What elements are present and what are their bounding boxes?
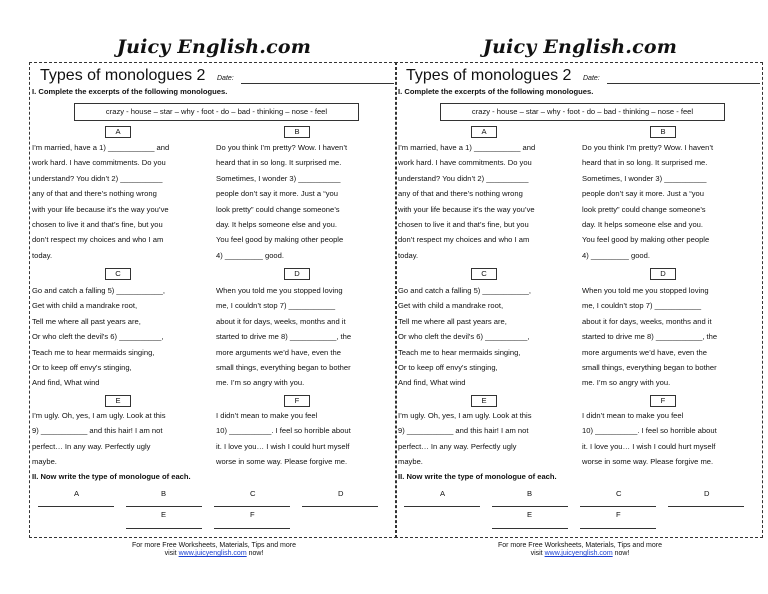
excerpt-a <box>398 140 535 263</box>
answer-line-d[interactable] <box>302 506 378 507</box>
brand-logo: Juicy English.com <box>116 36 312 58</box>
section-label-b: B <box>284 126 310 138</box>
worksheet-title: Types of monologues 2 <box>40 67 206 84</box>
answer-label-e: E <box>527 510 533 519</box>
excerpt-line: small things, everything began to bother <box>582 363 717 373</box>
excerpt-line: Do you think I’m pretty? Wow. I haven’t <box>216 143 348 152</box>
excerpt-c <box>32 283 165 391</box>
excerpt-line: heard that in so long. It surprised me. <box>216 158 342 168</box>
section-label-b: B <box>650 126 676 138</box>
excerpt-line: Teach me to hear mermaids singing, <box>32 347 155 357</box>
answer-label-a: A <box>74 489 80 498</box>
excerpt-line: perfect… In any way. Perfectly ugly <box>398 441 517 451</box>
excerpt-e <box>32 408 166 470</box>
section-label-c: C <box>471 268 497 280</box>
answer-label-f: F <box>250 510 255 519</box>
answer-line-f[interactable] <box>214 528 290 529</box>
excerpt-line: You feel good by making other people <box>582 235 710 245</box>
excerpt-a <box>32 140 169 263</box>
excerpt-line: any of that and there’s nothing wrong <box>398 189 523 199</box>
answer-label-c: C <box>616 489 622 498</box>
excerpt-line: Sometimes, I wonder 3) __________ <box>216 173 341 183</box>
excerpt-line: day. It helps someone else and you. <box>582 220 704 230</box>
excerpt-b <box>582 140 713 263</box>
excerpt-line: understand? You didn’t 2) __________ <box>32 173 163 183</box>
excerpt-line: understand? You didn’t 2) __________ <box>398 173 529 183</box>
excerpt-line: more arguments we’d have, even the <box>216 347 341 357</box>
instruction-1: I. Complete the excerpts of the following monologues. <box>398 87 594 96</box>
answer-label-f: F <box>616 510 621 519</box>
footer-visit: visit <box>164 550 177 557</box>
section-label-a: A <box>105 126 131 138</box>
excerpt-line: Or to keep off envy's stinging, <box>32 363 132 373</box>
excerpt-line: Or to keep off envy's stinging, <box>398 363 498 373</box>
excerpt-line: 10) __________. I feel so horrible about <box>582 426 717 436</box>
worksheet-copy-right <box>395 0 765 594</box>
worksheet-title: Types of monologues 2 <box>406 67 572 84</box>
worksheet-copy-left <box>29 0 399 594</box>
answer-line-e[interactable] <box>126 528 202 529</box>
excerpt-line: 9) ___________ and this hair! I am not <box>32 426 163 436</box>
excerpt-f <box>216 408 351 470</box>
date-field[interactable] <box>241 83 394 84</box>
excerpt-line: Tell me where all past years are, <box>32 316 141 326</box>
footer <box>395 542 765 558</box>
excerpt-line: people don’t say it more. Just a “you <box>582 189 704 199</box>
excerpt-line: worse in some way. Please forgive me. <box>216 457 348 467</box>
excerpt-line: Get with child a mandrake root, <box>32 301 138 311</box>
answer-line-a[interactable] <box>38 506 114 507</box>
section-label-a: A <box>471 126 497 138</box>
excerpt-line: And find, What wind <box>32 378 100 388</box>
excerpt-line: more arguments we’d have, even the <box>582 347 707 357</box>
excerpt-line: work hard. I have commitments. Do you <box>398 158 532 168</box>
excerpt-line: heard that in so long. It surprised me. <box>582 158 708 168</box>
answer-label-c: C <box>250 489 256 498</box>
excerpt-line: today. <box>32 250 53 260</box>
excerpt-d <box>216 283 351 391</box>
excerpt-line: chosen to live it and that’s fine, but you <box>398 220 529 230</box>
answer-label-b: B <box>527 489 533 498</box>
date-field[interactable] <box>607 83 760 84</box>
excerpt-line: I didn’t mean to make you feel <box>216 411 318 420</box>
excerpt-line: 4) _________ good. <box>216 250 284 260</box>
excerpt-c <box>398 283 531 391</box>
excerpt-line: me. I’m so angry with you. <box>216 378 305 388</box>
date-label: Date: <box>217 75 234 82</box>
excerpt-line: any of that and there’s nothing wrong <box>32 189 157 199</box>
footer-now: now! <box>248 550 264 557</box>
answer-label-b: B <box>161 489 167 498</box>
excerpt-line: today. <box>398 250 419 260</box>
footer-now: now! <box>614 550 630 557</box>
answer-label-d: D <box>338 489 344 498</box>
brand-logo: Juicy English.com <box>482 36 678 58</box>
answer-line-b[interactable] <box>126 506 202 507</box>
excerpt-line: Teach me to hear mermaids singing, <box>398 347 521 357</box>
section-label-f: F <box>650 395 676 407</box>
date-label: Date: <box>583 75 600 82</box>
excerpt-line: I’m married, have a 1) ___________ and <box>398 143 536 152</box>
excerpt-line: I’m ugly. Oh, yes, I am ugly. Look at this <box>32 411 166 420</box>
excerpt-line: I didn’t mean to make you feel <box>582 411 684 420</box>
section-label-e: E <box>471 395 497 407</box>
excerpt-d <box>582 283 717 391</box>
excerpt-line: look pretty” could change someone’s <box>582 204 706 214</box>
answer-line-b[interactable] <box>492 506 568 507</box>
excerpt-line: perfect… In any way. Perfectly ugly <box>32 441 151 451</box>
section-label-d: D <box>284 268 310 280</box>
section-label-d: D <box>650 268 676 280</box>
excerpt-line: me. I’m so angry with you. <box>582 378 671 388</box>
answer-line-d[interactable] <box>668 506 744 507</box>
excerpt-line: Or who cleft the devil's 6) __________, <box>398 332 530 342</box>
excerpt-line: Sometimes, I wonder 3) __________ <box>582 173 707 183</box>
word-bank: crazy - house – star – why - foot - do – bad - thinking – nose - feel <box>440 103 725 121</box>
answer-line-c[interactable] <box>580 506 656 507</box>
excerpt-line: When you told me you stopped loving <box>582 286 709 295</box>
excerpt-b <box>216 140 347 263</box>
footer-line-1: For more Free Worksheets, Materials, Tips and more <box>131 542 297 549</box>
instruction-2: II. Now write the type of monologue of each. <box>398 472 557 481</box>
excerpt-line: don’t respect my choices and who I am <box>32 235 164 245</box>
excerpt-line: it. I love you… I wish I could hurt myself <box>216 441 350 451</box>
excerpt-line: You feel good by making other people <box>216 235 344 245</box>
excerpt-line: Tell me where all past years are, <box>398 316 507 326</box>
excerpt-line: started to drive me 8) ___________, the <box>582 332 718 342</box>
excerpt-line: people don’t say it more. Just a “you <box>216 189 338 199</box>
footer-line-2 <box>395 550 765 558</box>
worksheet-frame <box>395 62 763 538</box>
excerpt-line: Go and catch a falling 5) ___________, <box>398 286 531 295</box>
excerpt-line: it. I love you… I wish I could hurt myself <box>582 441 716 451</box>
excerpt-line: small things, everything began to bother <box>216 363 351 373</box>
excerpt-line: And find, What wind <box>398 378 466 388</box>
excerpt-line: don’t respect my choices and who I am <box>398 235 530 245</box>
excerpt-f <box>582 408 717 470</box>
excerpt-line: maybe. <box>398 457 423 467</box>
title-row <box>406 67 762 87</box>
footer-line-2 <box>29 550 399 558</box>
excerpt-line: me, I couldn’t stop 7) ___________ <box>216 301 336 311</box>
excerpt-line: worse in some way. Please forgive me. <box>582 457 714 467</box>
section-label-f: F <box>284 395 310 407</box>
answer-line-e[interactable] <box>492 528 568 529</box>
website-link[interactable]: www.juicyenglish.com <box>544 550 613 557</box>
excerpt-line: started to drive me 8) ___________, the <box>216 332 352 342</box>
excerpt-line: When you told me you stopped loving <box>216 286 343 295</box>
excerpt-line: 4) _________ good. <box>582 250 650 260</box>
excerpt-line: Go and catch a falling 5) ___________, <box>32 286 165 295</box>
excerpt-line: I’m ugly. Oh, yes, I am ugly. Look at this <box>398 411 532 420</box>
excerpt-line: day. It helps someone else and you. <box>216 220 338 230</box>
answer-label-d: D <box>704 489 710 498</box>
excerpt-line: chosen to live it and that’s fine, but you <box>32 220 163 230</box>
website-link[interactable]: www.juicyenglish.com <box>178 550 247 557</box>
section-label-e: E <box>105 395 131 407</box>
excerpt-line: 9) ___________ and this hair! I am not <box>398 426 529 436</box>
excerpt-line: with your life because it’s the way you’ve <box>32 204 169 214</box>
excerpt-line: Or who cleft the devil's 6) __________, <box>32 332 164 342</box>
excerpt-e <box>398 408 532 470</box>
excerpt-line: about it for days, weeks, months and it <box>216 316 346 326</box>
excerpt-line: with your life because it’s the way you’ve <box>398 204 535 214</box>
answer-line-a[interactable] <box>404 506 480 507</box>
footer-visit: visit <box>530 550 543 557</box>
excerpt-line: maybe. <box>32 457 57 467</box>
word-bank: crazy - house – star – why - foot - do – bad - thinking – nose - feel <box>74 103 359 121</box>
excerpt-line: about it for days, weeks, months and it <box>582 316 712 326</box>
excerpt-line: Get with child a mandrake root, <box>398 301 504 311</box>
excerpt-line: 10) __________. I feel so horrible about <box>216 426 351 436</box>
title-row <box>40 67 396 87</box>
excerpt-line: work hard. I have commitments. Do you <box>32 158 166 168</box>
instruction-1: I. Complete the excerpts of the following monologues. <box>32 87 228 96</box>
answer-label-a: A <box>440 489 446 498</box>
section-label-c: C <box>105 268 131 280</box>
excerpt-line: look pretty” could change someone’s <box>216 204 340 214</box>
instruction-2: II. Now write the type of monologue of each. <box>32 472 191 481</box>
answer-line-c[interactable] <box>214 506 290 507</box>
footer <box>29 542 399 558</box>
excerpt-line: Do you think I’m pretty? Wow. I haven’t <box>582 143 714 152</box>
footer-line-1: For more Free Worksheets, Materials, Tips and more <box>497 542 663 549</box>
answer-label-e: E <box>161 510 167 519</box>
excerpt-line: I’m married, have a 1) ___________ and <box>32 143 170 152</box>
answer-line-f[interactable] <box>580 528 656 529</box>
worksheet-frame <box>29 62 397 538</box>
excerpt-line: me, I couldn’t stop 7) ___________ <box>582 301 702 311</box>
